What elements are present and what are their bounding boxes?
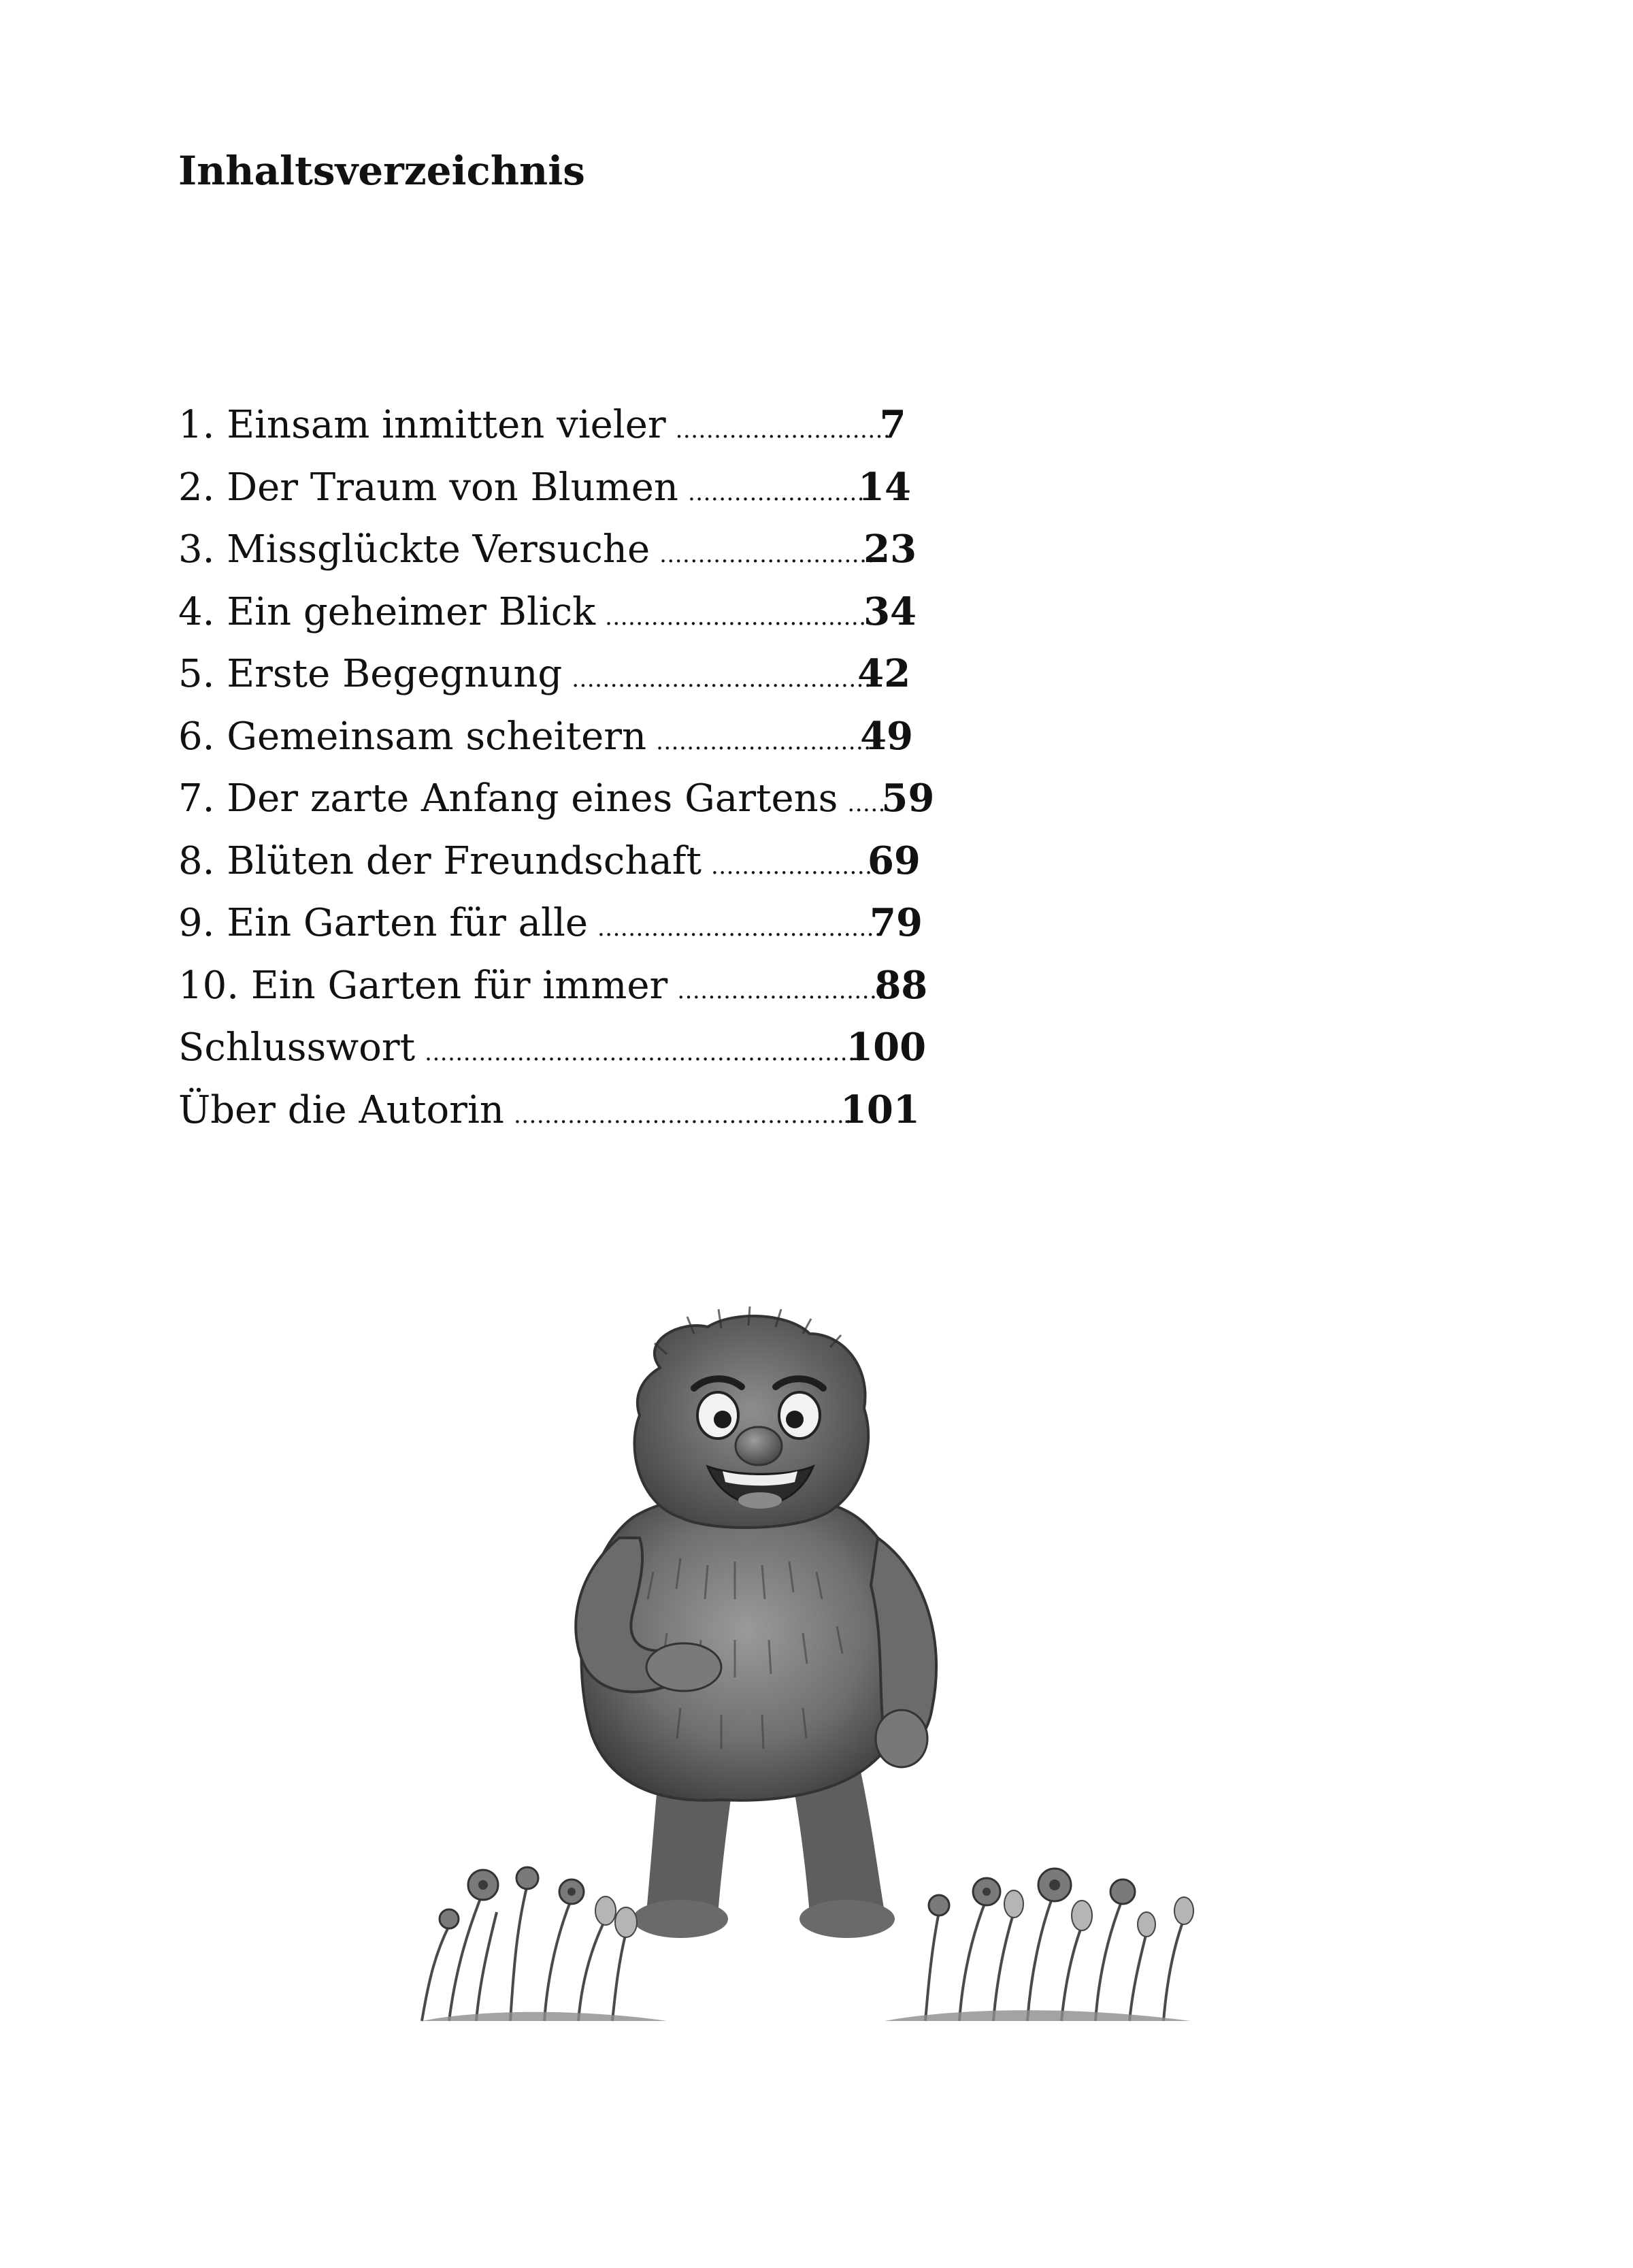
toc-leader-dots: ............................................: [513, 1101, 853, 1129]
toc-entry-page: 69: [867, 838, 921, 883]
toc-entry-page: 59: [881, 776, 935, 821]
toc-entry-title: 1. Einsam inmitten vieler: [178, 403, 666, 447]
toc-entry[interactable]: [178, 838, 927, 904]
toc-entry-title: 4. Ein geheimer Blick: [178, 589, 596, 634]
toc-entry-title: 8. Blüten der Freundschaft: [178, 838, 702, 883]
toc-entry-title: 7. Der zarte Anfang eines Gartens: [178, 776, 838, 821]
toc-entry-page: 34: [863, 589, 917, 634]
toc-leader-dots: ...................................: [605, 603, 874, 631]
toc-entry-page: 23: [863, 527, 917, 572]
toc-entry[interactable]: [178, 651, 927, 717]
toc-entry-page: 7: [879, 402, 906, 447]
toc-entry-title: 5. Erste Begegnung: [178, 652, 563, 696]
toc-leader-dots: ...........................: [677, 976, 885, 1004]
toc-leader-dots: .......................: [687, 478, 865, 506]
toc-entry[interactable]: [178, 900, 927, 966]
toc-leader-dots: .........................................................: [425, 1039, 863, 1066]
toc-entry-page: 88: [874, 962, 928, 1008]
toc-entry-title: 9. Ein Garten für alle: [178, 901, 588, 945]
toc-list: [178, 402, 935, 1153]
toc-entry-title: 10. Ein Garten für immer: [178, 963, 668, 1008]
toc-heading: Inhaltsverzeichnis: [178, 148, 585, 194]
toc-entry-page: 49: [860, 713, 913, 759]
toc-leader-dots: .......................................: [572, 665, 872, 693]
furry-monster-in-flower-meadow-icon: [408, 1313, 1225, 2028]
toc-entry-title: Über die Autorin: [178, 1087, 504, 1132]
toc-entry-page: 100: [846, 1025, 927, 1070]
toc-leader-dots: .....................................: [597, 915, 883, 942]
toc-entry[interactable]: [178, 527, 927, 593]
toc-leader-dots: .....: [847, 790, 886, 817]
toc-entry[interactable]: [178, 713, 927, 780]
toc-leader-dots: ............................: [659, 541, 875, 568]
toc-entry[interactable]: [178, 464, 927, 531]
toc-entry-page: 79: [870, 900, 923, 945]
toc-leader-dots: .....................: [710, 852, 873, 880]
toc-leader-dots: ............................: [675, 416, 891, 444]
toc-entry[interactable]: [178, 776, 935, 842]
toc-entry[interactable]: [178, 1025, 927, 1091]
toc-entry-title: 2. Der Traum von Blumen: [178, 465, 678, 510]
toc-entry-title: Schlusswort: [178, 1025, 416, 1070]
toc-leader-dots: ............................: [656, 727, 872, 755]
toc-entry-title: 3. Missglückte Versuche: [178, 527, 650, 572]
toc-entry[interactable]: [178, 402, 927, 468]
toc-entry-page: 42: [857, 651, 911, 696]
toc-entry-page: 101: [840, 1087, 920, 1132]
toc-entry[interactable]: [178, 962, 928, 1029]
toc-entry-title: 6. Gemeinsam scheitern: [178, 714, 647, 759]
toc-entry-page: 14: [857, 464, 911, 510]
toc-entry[interactable]: [178, 589, 927, 655]
toc-entry[interactable]: [178, 1087, 927, 1153]
